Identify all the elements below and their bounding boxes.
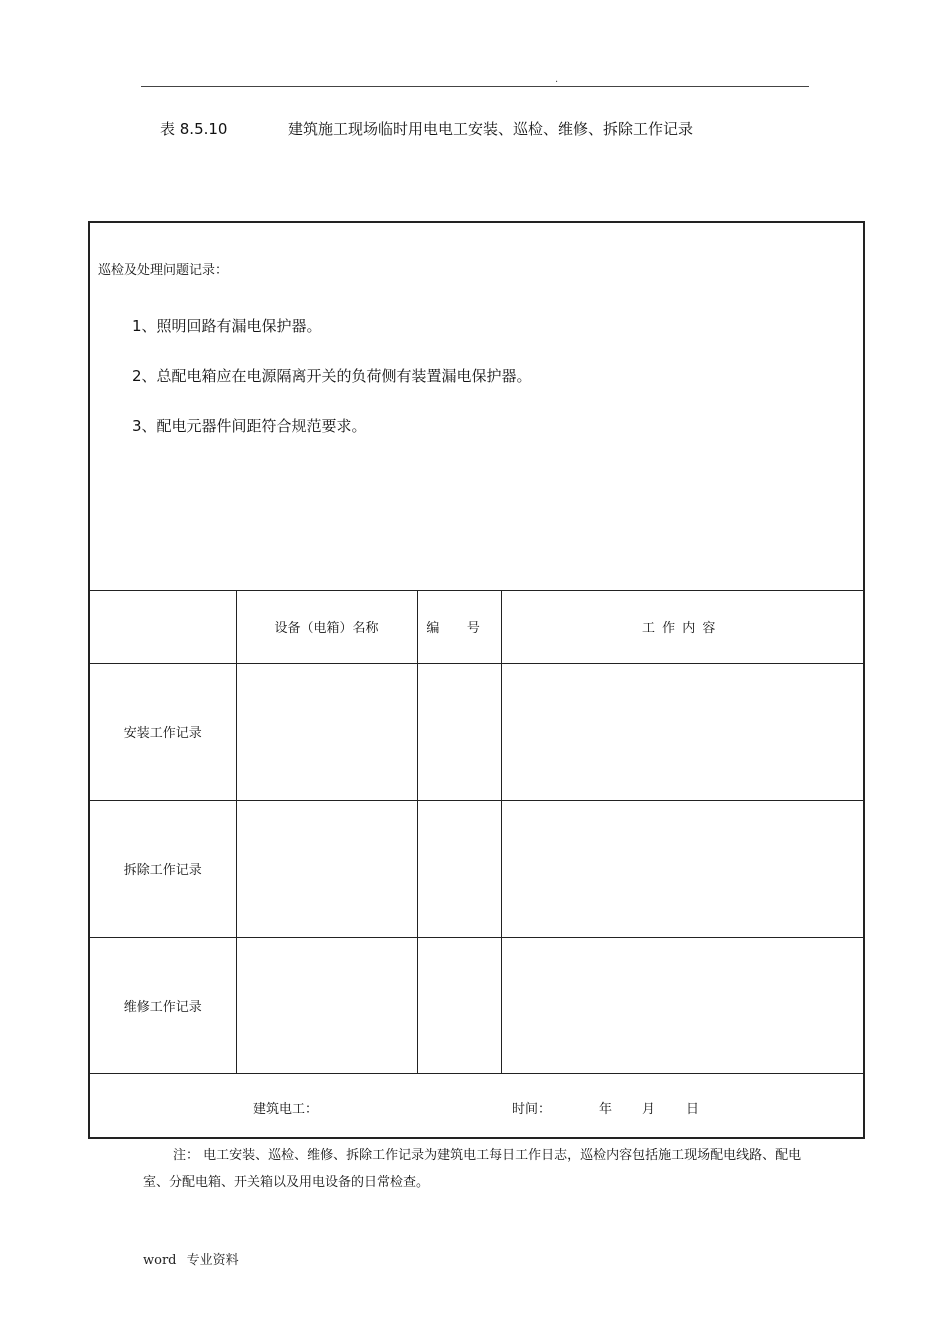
remove-number-cell[interactable] [417, 800, 501, 937]
patrol-list [132, 317, 532, 467]
patrol-item: 1、照明回路有漏电保护器。 [132, 317, 322, 335]
install-content-cell[interactable] [501, 663, 864, 800]
table-row [89, 937, 864, 1073]
footnote: 注： 电工安装、巡检、维修、拆除工作记录为建筑电工每日工作日志，巡检内容包括施工现场配电线路、配电室、分配电箱、开关箱以及用电设备的日常检查。 [143, 1148, 802, 1190]
header-work-content: 工作内容 [501, 590, 864, 663]
header-cell-blank [89, 590, 236, 663]
repair-number-cell[interactable] [417, 937, 501, 1073]
page-footer [143, 1249, 239, 1268]
remove-device-cell[interactable] [236, 800, 417, 937]
patrol-item: 3、配电元器件间距符合规范要求。 [132, 417, 367, 435]
patrol-record-cell[interactable] [89, 222, 864, 590]
header-device-name: 设备（电箱）名称 [236, 590, 417, 663]
time-label: 时间： [512, 1101, 552, 1117]
page-footer-word: word [143, 1253, 177, 1268]
row-label-install: 安装工作记录 [89, 663, 236, 800]
record-form-table [88, 221, 865, 1139]
install-device-cell[interactable] [236, 663, 417, 800]
table-number: 表 8.5.10 [160, 120, 228, 138]
signature-row[interactable] [89, 1073, 864, 1138]
month-label: 月 [642, 1101, 656, 1117]
row-label-repair: 维修工作记录 [89, 937, 236, 1073]
document-title: 建筑施工现场临时用电电工安装、巡检、维修、拆除工作记录 [288, 120, 694, 138]
repair-device-cell[interactable] [236, 937, 417, 1073]
install-number-cell[interactable] [417, 663, 501, 800]
table-row [89, 663, 864, 800]
table-row [89, 800, 864, 937]
row-label-remove: 拆除工作记录 [89, 800, 236, 937]
patrol-label: 巡检及处理问题记录： [98, 263, 229, 278]
header-rule [141, 86, 809, 87]
day-label: 日 [686, 1101, 700, 1117]
page-footer-text: 专业资料 [186, 1253, 239, 1268]
year-label: 年 [599, 1101, 613, 1117]
header-number: 编 号 [417, 590, 501, 663]
header-dot: . [555, 74, 559, 85]
repair-content-cell[interactable] [501, 937, 864, 1073]
patrol-item: 2、总配电箱应在电源隔离开关的负荷侧有装置漏电保护器。 [132, 367, 532, 385]
electrician-label: 建筑电工： [253, 1101, 319, 1117]
remove-content-cell[interactable] [501, 800, 864, 937]
